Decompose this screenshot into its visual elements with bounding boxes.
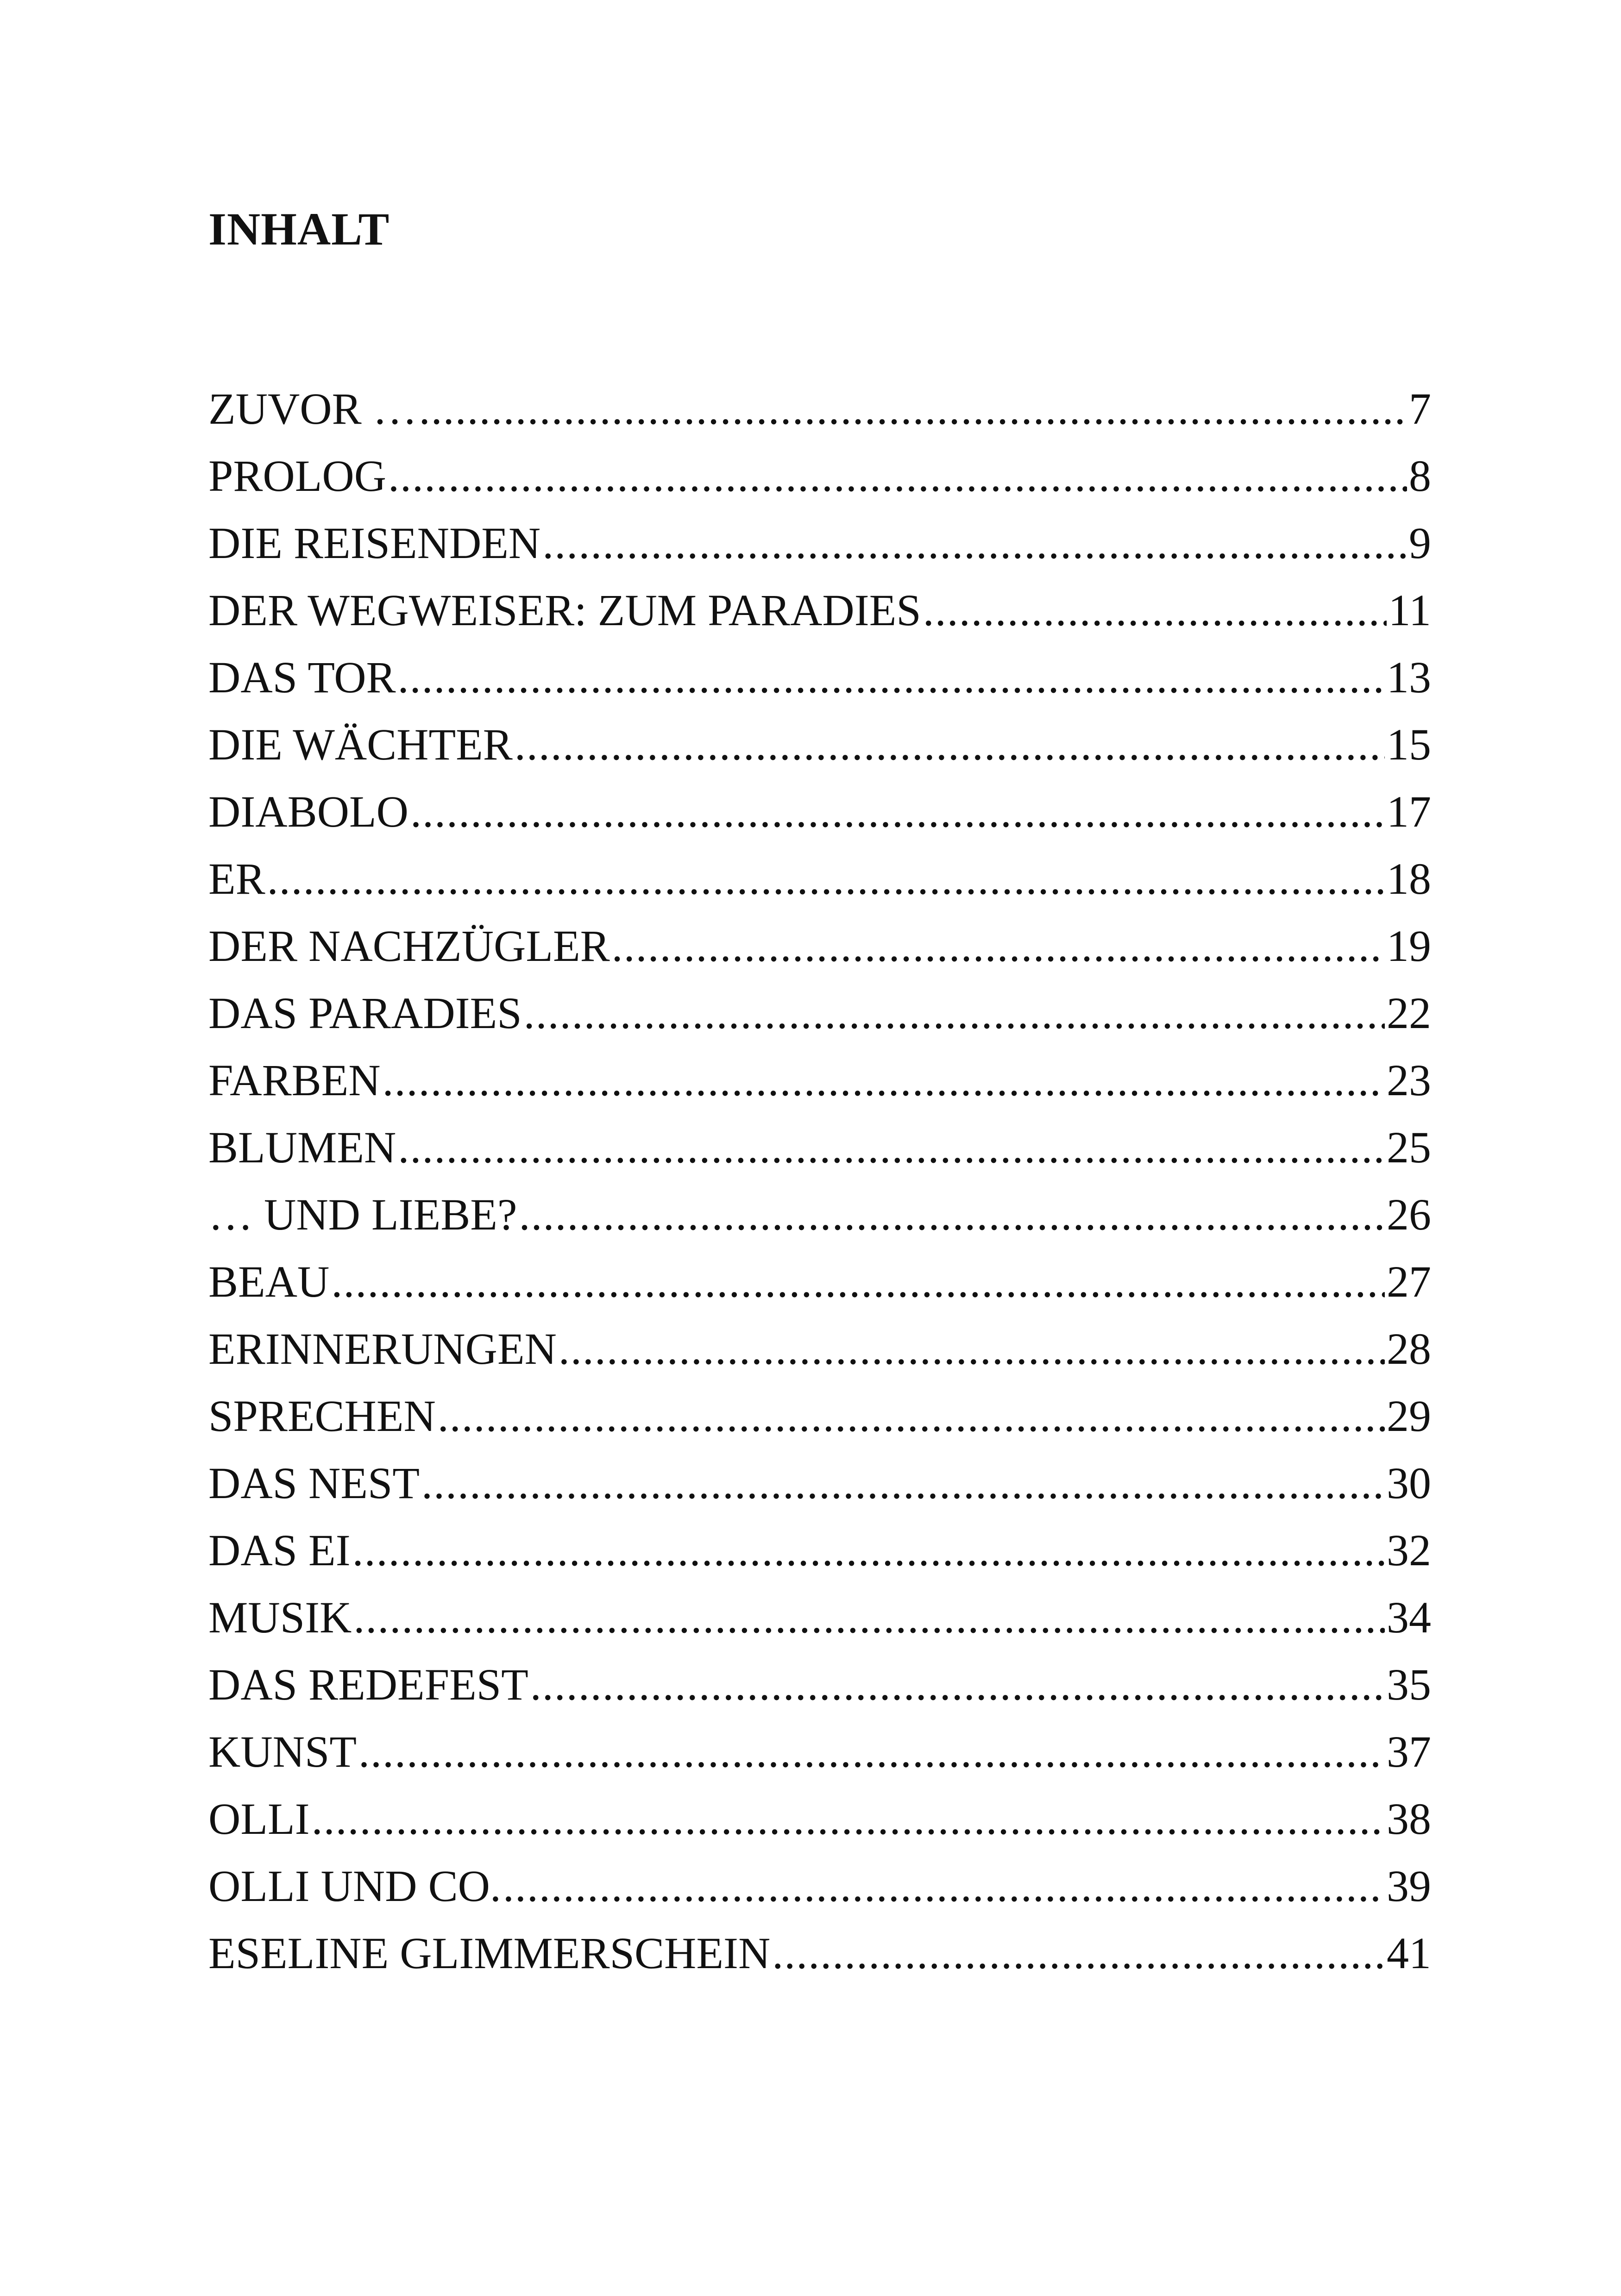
toc-entry-title: BLUMEN: [208, 1123, 396, 1172]
toc-entry: [208, 1584, 1431, 1651]
toc-entry: [208, 509, 1431, 577]
toc-entry-page: 9: [1409, 518, 1431, 568]
toc-entry-title: DAS REDEFEST: [208, 1660, 528, 1709]
toc-entry-title: DER WEGWEISER: ZUM PARADIES: [208, 585, 921, 635]
toc-entry: [208, 442, 1431, 509]
toc-entry-page: 26: [1387, 1190, 1431, 1239]
dot-leader: [398, 1114, 1385, 1181]
dot-leader: [559, 1315, 1385, 1382]
toc-entry-page: 32: [1387, 1525, 1431, 1575]
toc-entry: [208, 912, 1431, 979]
toc-entry-title: DER NACHZÜGLER: [208, 921, 610, 971]
toc-entry-page: 34: [1387, 1593, 1431, 1642]
toc-entry-page: 27: [1387, 1257, 1431, 1306]
toc-entry-title: ER: [208, 854, 265, 903]
toc-entry-title: ESELINE GLIMMERSCHEIN: [208, 1928, 771, 1978]
dot-leader: [923, 577, 1387, 644]
toc-entry-title: PROLOG: [208, 451, 387, 501]
dot-leader: [352, 1517, 1385, 1584]
toc-entry-page: 29: [1387, 1391, 1431, 1441]
toc-entry-page: 38: [1387, 1794, 1431, 1844]
dot-leader: [388, 442, 1407, 509]
dot-leader: [312, 1785, 1385, 1852]
toc-entry-page: 39: [1387, 1861, 1431, 1911]
toc-entry-page: 28: [1387, 1324, 1431, 1374]
toc-entry: [208, 1449, 1431, 1517]
dot-leader: [419, 375, 1407, 442]
toc-entry-title: … UND LIEBE?: [208, 1190, 517, 1239]
dot-leader: [542, 509, 1407, 577]
toc-entry-title: SPRECHEN: [208, 1391, 436, 1441]
toc-entry-page: 23: [1387, 1055, 1431, 1105]
toc-entry-title: OLLI: [208, 1794, 310, 1844]
dot-leader: [524, 979, 1385, 1047]
dot-leader: [421, 1449, 1385, 1517]
toc-entry: [208, 1181, 1431, 1248]
toc-entry-title: DAS NEST: [208, 1458, 420, 1508]
dot-leader: [503, 1852, 1385, 1920]
toc-entry-page: 19: [1387, 921, 1431, 971]
toc-entry: [208, 778, 1431, 845]
toc-entry-title: OLLI UND CO.: [208, 1861, 501, 1911]
toc-entry-title: MUSIK: [208, 1593, 352, 1642]
dot-leader: [331, 1248, 1385, 1315]
toc-heading: INHALT: [208, 203, 390, 255]
toc-entry-title: DIE WÄCHTER: [208, 720, 513, 769]
dot-leader: [267, 845, 1385, 912]
toc-entry-page: 25: [1387, 1123, 1431, 1172]
table-of-contents: [208, 375, 1431, 1987]
toc-entry: [208, 1315, 1431, 1382]
toc-entry-page: 41: [1387, 1928, 1431, 1978]
toc-entry-page: 30: [1387, 1458, 1431, 1508]
toc-entry-title: DAS TOR: [208, 652, 396, 702]
toc-entry: [208, 1852, 1431, 1920]
toc-entry-title: ERINNERUNGEN: [208, 1324, 557, 1374]
toc-entry-title: FARBEN: [208, 1055, 381, 1105]
toc-entry-page: 37: [1387, 1727, 1431, 1776]
toc-entry-title: KUNST: [208, 1727, 357, 1776]
dot-leader: [530, 1651, 1385, 1718]
dot-leader: [515, 711, 1385, 778]
toc-entry: [208, 1114, 1431, 1181]
toc-entry: [208, 577, 1431, 644]
dot-leader: [398, 644, 1385, 711]
toc-entry-page: 18: [1387, 854, 1431, 903]
toc-entry: [208, 1651, 1431, 1718]
toc-entry: [208, 1785, 1431, 1852]
toc-entry-title: DIE REISENDEN: [208, 518, 541, 568]
toc-entry: [208, 375, 1431, 442]
toc-entry: [208, 845, 1431, 912]
toc-entry: [208, 979, 1431, 1047]
dot-leader: [410, 778, 1385, 845]
toc-entry: [208, 1047, 1431, 1114]
toc-entry-page: 35: [1387, 1660, 1431, 1709]
toc-entry: [208, 1718, 1431, 1785]
toc-entry-page: 17: [1387, 787, 1431, 836]
toc-entry-page: 8: [1409, 451, 1431, 501]
toc-entry-title: BEAU: [208, 1257, 330, 1306]
toc-entry-title: DAS PARADIES: [208, 988, 522, 1038]
dot-leader: [383, 1047, 1385, 1114]
toc-entry: [208, 1517, 1431, 1584]
toc-entry: [208, 711, 1431, 778]
toc-entry-page: 15: [1387, 720, 1431, 769]
toc-entry: [208, 1382, 1431, 1449]
toc-entry: [208, 644, 1431, 711]
toc-entry-page: 22: [1387, 988, 1431, 1038]
dot-leader: [438, 1382, 1385, 1449]
dot-leader: [612, 912, 1385, 979]
toc-entry: [208, 1248, 1431, 1315]
toc-entry-page: 11: [1388, 585, 1431, 635]
toc-entry-title: ZUVOR …: [208, 384, 417, 433]
toc-entry: [208, 1920, 1431, 1987]
toc-entry-page: 13: [1387, 652, 1431, 702]
dot-leader: [358, 1718, 1385, 1785]
dot-leader: [519, 1181, 1385, 1248]
toc-entry-title: DAS EI: [208, 1525, 351, 1575]
toc-entry-page: 7: [1409, 384, 1431, 433]
dot-leader: [353, 1584, 1385, 1651]
dot-leader: [772, 1920, 1385, 1987]
toc-entry-title: DIABOLO: [208, 787, 408, 836]
